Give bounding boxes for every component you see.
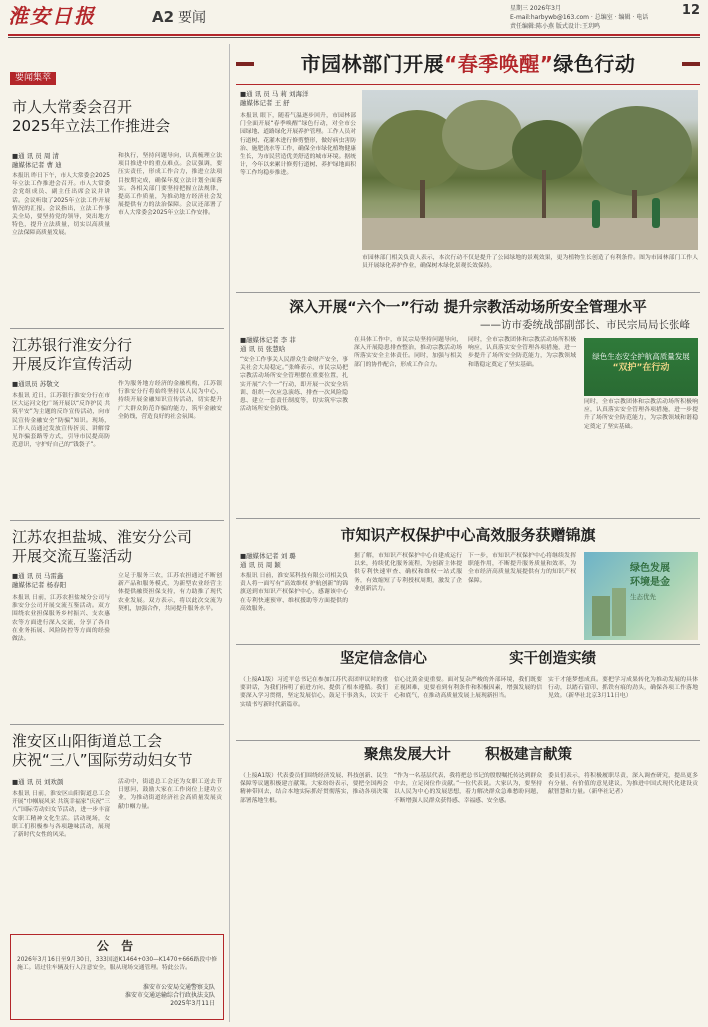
notice-title: 公 告 (96, 939, 138, 953)
notice-sign-1: 淮安市公安局交通警察支队 (142, 984, 215, 991)
sub4-title-b: 积极建言献策 (485, 747, 573, 763)
article3-byline-1: ■通 讯 员 马雷鑫 (12, 572, 64, 580)
article4-body-col1: 本报讯 日前，淮安区山阳街道总工会开展“巾帼展风采 共筑幸福家”庆祝“三八”国际劳动妇女节活动，进一步丰富女职工精神文化生活。活动现场，女职工们积极参与各项趣味活动，展现了新时代女性的风采。 (12, 791, 110, 839)
eco-ad-sub: 生态优先 (630, 593, 656, 601)
green-ad-line2: “双护”在行动 (612, 363, 670, 373)
editor-line: 责任编辑:陈小燕 版式设计:王玥鸣 (510, 23, 600, 30)
sub4-body-col2: “作为一名基层代表，我将把总书记的殷殷嘱托传达到群众中去，立足岗位作贡献。”一位代表说。大家认为，要坚持以人民为中心的发展思想，着力解决群众急难愁盼问题，不断增强人民群众获得感、幸福感、安全感。 (394, 773, 542, 804)
article2-body-col2: 作为服务地方经济的金融机构，江苏银行淮安分行将始终坚持以人民为中心，持续开展金融知识宣传活动，切实提升广大群众防范诈骗的能力，筑牢金融安全防线，营造良好的社会氛围。 (118, 381, 222, 420)
eco-ad-text (630, 562, 696, 604)
notice-body: 2026年3月16日至9月30日，333国道K1464+030—K1470+666路段中修施工。请过往车辆及行人注意安全，服从现场交通管理。特此公告。 (17, 957, 217, 972)
article2-title-line1: 江苏银行淮安分行 (12, 336, 133, 354)
worker-figure (592, 200, 600, 228)
article2-title-line2: 开展反诈宣传活动 (12, 355, 133, 373)
masthead-logo: 淮安日报 (8, 4, 96, 28)
feature-caption: 市园林部门相关负责人表示，本次行动不仅是提升了公园绿地的景观效果，更为植物生长创造了有利条件。图为市园林部门工作人员开展绿化养护作业，确保树木绿化景观长效保持。 (362, 255, 698, 270)
feature-byline-1: ■通 讯 员 马 莉 刘海洋 (240, 90, 309, 98)
sub2-byline (240, 552, 348, 570)
article3-title-line2: 开展交流互鉴活动 (12, 547, 133, 565)
sub2-body-col3: 下一步，市知识产权保护中心将继续发挥职能作用，不断提升服务质量和效率，为全市经济高质量发展提供有力的知识产权保障。 (468, 553, 576, 584)
page-num-badge: 12 (681, 4, 700, 18)
divider (10, 328, 224, 329)
sub2-byline-2: 通 讯 员 周 颖 (240, 561, 281, 569)
header-rule (8, 34, 700, 36)
article1-title-line1: 市人大常委会召开 (12, 98, 133, 116)
building-shape (592, 596, 610, 636)
eco-ad-line1: 绿色发展 (630, 563, 670, 574)
notice-box (10, 934, 224, 1020)
sub3-title-b: 实干创造实绩 (509, 651, 597, 667)
sub4-title (236, 744, 700, 766)
green-ad-line1: 绿色生态安全护航高质量发展 (592, 352, 690, 361)
feature-rule (236, 84, 700, 85)
article4-title-line2: 庆祝“三八”国际劳动妇女节 (12, 751, 193, 769)
header-rule-thin (8, 37, 700, 38)
sub3-body-col2: 信心比黄金更重要。面对复杂严峻的外部环境，我们既要正视困难，更要看到有利条件和积极因素，增强发展的信心和底气，在推动高质量发展上展现新担当。 (394, 677, 542, 700)
column-divider (229, 44, 230, 1022)
feature-headline (250, 50, 686, 80)
divider (236, 518, 700, 519)
sub2-body-col1: 本报讯 日前，淮安某科技有限公司相关负责人将一面写有“高效维权 护航创新”的锦旗送到市知识产权保护中心，感谢该中心在专利快速预审、维权援助等方面提供的高效服务。 (240, 573, 348, 612)
ground-shape (362, 218, 698, 250)
article2-body-col1: 本报讯 近日，江苏银行淮安分行在市区大运河文化广场开展以“反诈护民 共筑平安”为主题的反诈宣传活动，向市民宣传金融安全“防骗”知识。现场，工作人员通过发放宣传折页、讲解常见诈骗套路等方式，引导市民提高防范意识，守护好自己的“钱袋子”。 (12, 393, 110, 449)
building-shape (612, 588, 626, 636)
header-info (510, 4, 700, 32)
sub2-body-col2: 据了解，市知识产权保护中心自建成运行以来，持续优化服务流程，为创新主体提供专利快速审查、确权和维权一站式服务，有效缩短了专利授权周期，激发了企业创新活力。 (354, 553, 462, 592)
article4-title-line1: 淮安区山阳街道总工会 (12, 732, 163, 750)
sub1-body-col1: “安全工作事关人民群众生命财产安全，事关社会大局稳定。”张峰表示，市民宗局把宗教活动场所安全管理摆在重要位置，扎实开展“六个一”行动，即开展一次安全培训、组织一次应急演练、排查一次风险隐患、建立一套责任制度等，切实筑牢宗教活动场所安全防线。 (240, 357, 348, 413)
sub1-body-col3: 同时，全市宗教团体和宗教活动场所积极响应，认真落实安全管理各项措施，进一步提升了场所安全防范能力，为宗教领域和谐稳定奠定了坚实基础。 (468, 337, 576, 368)
sub1-subtitle: ——访市委统战部副部长、市民宗局局长张峰 (480, 319, 690, 331)
divider (236, 292, 700, 293)
tree-shape (442, 100, 522, 170)
article3-title-line1: 江苏农担盐城、淮安分公司 (12, 528, 193, 546)
divider (236, 740, 700, 741)
sub4-body-col1: （上接A1版）代表委员们围绕经济发展、科技创新、民生保障等议题积极建言献策。大家纷纷表示，要把全国两会精神带回去，结合本地实际抓好贯彻落实，推动各项决策部署落地生根。 (240, 773, 388, 804)
article4-byline: ■通 讯 员 刘欢颜 (12, 778, 64, 786)
date-line: 星期三 2026年3月 (510, 5, 561, 12)
green-ad (584, 338, 698, 396)
article1-title-line2: 2025年立法工作推进会 (12, 117, 171, 135)
sub3-title-a: 坚定信念信心 (339, 651, 427, 667)
feature-headline-prefix: 市园林部门开展 (300, 52, 445, 76)
sub2-title: 市知识产权保护中心高效服务获赠锦旗 (340, 526, 596, 544)
sub1-body-col2: 在具体工作中，市民宗局坚持问题导向，深入开展隐患排查整治，推动宗教活动场所落实安全主体责任。同时，加强与相关部门的协作配合，形成工作合力。 (354, 337, 462, 368)
feature-byline (240, 90, 356, 108)
sub2-byline-1: ■融媒体记者 刘 璐 (240, 552, 296, 560)
sub1-title: 深入开展“六个一”行动 提升宗教活动场所安全管理水平 (289, 300, 647, 316)
notice-sign-2: 淮安市交通运输综合行政执法支队 (124, 992, 215, 999)
sub4-title-a: 聚焦发展大计 (363, 747, 451, 763)
tree-shape (582, 106, 692, 196)
article3-body-col2: 立足于服务三农，江苏农担通过不断创新产品和服务模式，为新型农业经营主体提供融资担保支持，有力助推了现代农业发展。双方表示，将以此次交流为契机，加强合作，共同提升服务水平。 (118, 573, 222, 612)
article3-byline (12, 572, 112, 590)
eco-ad (584, 552, 698, 640)
feature-byline-2: 融媒体记者 王 舒 (240, 99, 290, 107)
worker-figure (652, 198, 660, 228)
page-number: A2 (152, 8, 175, 26)
page-label (152, 8, 206, 27)
feature-photo (362, 90, 698, 250)
article1-byline-2: 融媒体记者 曹 迪 (12, 161, 62, 169)
article2-title (12, 336, 222, 374)
article1-byline (12, 152, 112, 170)
feature-headline-accent: “春季唤醒” (444, 52, 554, 76)
article2-byline: ■通讯员 苏敬文 (12, 380, 60, 388)
section-tag: 要闻集萃 (10, 72, 56, 85)
article4-title (12, 732, 222, 770)
article1-body-col2: 和执行，坚持问题导向，认真梳理立法项目推进中的重点难点。会议强调，要压实责任，形成工作合力，推进立法项目按期完成，确保年度立法计划全面落实。各相关部门要坚持把握立法规律，提高工作质量，为推动地方经济社会发展提供有力的法治保障。会议还部署了市人大常委会2025年立法工作安排。 (118, 153, 222, 217)
tree-shape (512, 120, 582, 180)
article3-body-col1: 本报讯 日前，江苏农担盐城分公司与淮安分公司开展交流互鉴活动。双方围绕农业担保服务乡村振兴、支农惠农等方面进行深入交流，分享了各自在业务拓展、风险防控等方面的经验做法。 (12, 595, 110, 643)
notice-sign (11, 984, 223, 1008)
divider (10, 724, 224, 725)
section-name: 要闻 (178, 10, 207, 26)
article1-body-col1: 本报讯 昨日下午，市人大常委会2025年立法工作推进会召开。市人大常委会党组成员、副主任出席会议并讲话。会议听取了2025年立法工作开展情况的汇报。会议指出，立法工作事关全局，要坚持党的领导，突出地方特色，提升立法质量，切实以高质量立法保障高质量发展。 (12, 173, 110, 237)
article4-body-col2: 活动中，街道总工会还为女职工送去节日慰问，鼓励大家在工作岗位上建功立业，为推动街道经济社会高质量发展贡献巾帼力量。 (118, 779, 222, 810)
article3-byline-2: 融媒体记者 杨春阳 (12, 581, 67, 589)
sub1-body-col4-text: 同时，全市宗教团体和宗教活动场所积极响应，认真落实安全管理各项措施，进一步提升了场所安全防范能力，为宗教领域和谐稳定奠定了坚实基础。 (584, 399, 698, 430)
sub1-body-col4 (584, 398, 698, 512)
eco-ad-line2: 环境是金 (630, 577, 670, 588)
article1-title (12, 98, 222, 136)
email-line: E-mail:harbywb@163.com · 总编室 · 编辑 · 电话 (510, 14, 649, 21)
sub4-body-col3: 委员们表示，将积极履职尽责，深入调查研究，提出更多有分量、有价值的意见建议，为推进中国式现代化建设贡献智慧和力量。（新华社记者） (548, 773, 698, 796)
divider (236, 644, 700, 645)
notice-date: 2025年3月11日 (170, 1000, 215, 1007)
article3-title (12, 528, 222, 566)
sub1-byline (240, 336, 348, 354)
divider (10, 520, 224, 521)
feature-body: 本报讯 眼下，随着气温逐步回升，市园林部门全面开展“春季唤醒”绿色行动，对全市公园绿地、道路绿化开展养护管理。工作人员对行道树、花灌木进行修剪整形，做好病虫害防治、施肥浇水等工作，确保全市绿化植物健康生长，为市民营造优美舒适的城市环境。据统计，今年以来累计修剪行道树、养护绿地面积等工作均稳步推进。 (240, 113, 356, 177)
article1-byline-1: ■通 讯 员 周 清 (12, 152, 59, 160)
feature-headline-suffix: 绿色行动 (553, 52, 636, 76)
sub3-body-col1: （上接A1版）习近平总书记在参加江苏代表团审议时的重要讲话，为我们指明了前进方向、提供了根本遵循。我们要深入学习贯彻，坚定发展信心，鼓足干事劲头，以实干实绩书写新时代新篇章。 (240, 677, 388, 708)
sub1-byline-2: 通 讯 员 张慧晗 (240, 345, 286, 353)
sub1-byline-1: ■融媒体记者 李 菲 (240, 336, 296, 344)
sub3-title (236, 648, 700, 670)
sub3-body-col3: 实干才能梦想成真。要把学习成果转化为推动发展的具体行动，以踏石留印、抓铁有痕的劲头，确保各项工作落地见效。（新华社北京3月11日电） (548, 677, 698, 700)
